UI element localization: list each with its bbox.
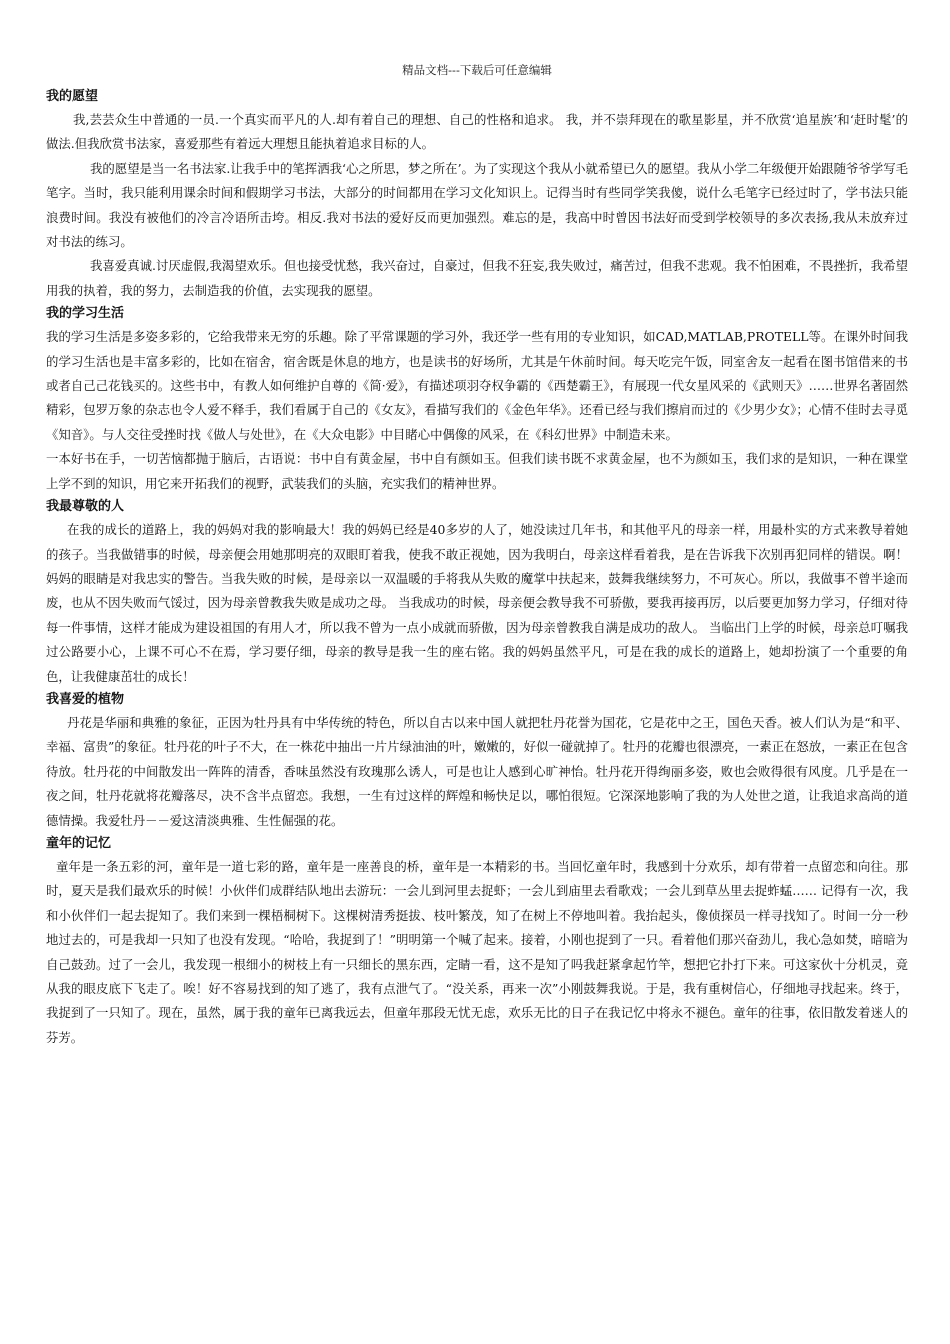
section-favorite-plant	[46, 689, 908, 833]
section-title: 我的愿望	[46, 89, 99, 104]
paragraph: 在我的成长的道路上，我的妈妈对我的影响最大！我的妈妈已经是40多岁的人了，她没读过几年书，和其他平凡的母亲一样，用最朴实的方式来教导着她的孩子。当我做错事的时候，母亲便会用她那明亮的双眼盯着我，使我不敢正视她，因为我明白，母亲这样看着我，是在告诉我下次别再犯同样的错误。啊！妈妈的眼睛是对我忠实的警告。当我失败的时候，是母亲以一双温暖的手将我从失败的魔掌中扶起来，鼓舞我继续努力，不可灰心。所以，我做事不曾半途而废，也从不因失败而气馁过，因为母亲曾教我失败是成功之母。 当我成功的时候，母亲便会教导我不可骄傲，要我再接再厉，以后要更加努力学习，仔细对待每一件事情，这样才能成为建设祖国的有用人才，所以我不曾为一点小成就而骄傲，因为母亲曾教我自满是成功的敌人。 当临出门上学的时候，母亲总叮嘱我过公路要小心，上课不可心不在焉，学习要仔细，母亲的教导是我一生的座右铭。我的妈妈虽然平凡，可是在我的成长的道路上，她却扮演了一个重要的角色，让我健康茁壮的成长！	[46, 522, 908, 684]
document-header: 精品文档---下载后可任意编辑	[402, 63, 552, 77]
section-title: 我的学习生活	[46, 306, 125, 322]
paragraph: 我喜爱真诚.讨厌虚假,我渴望欢乐。但也接受忧愁，我兴奋过，自豪过，但我不狂妄,我失败过，痛苦过，但我不悲观。我不怕困难，不畏挫折，我希望用我的执着，我的努力，去制造我的价值，去实现我的愿望。	[46, 258, 908, 298]
paragraph: 我的学习生活是多姿多彩的，它给我带来无穷的乐趣。除了平常课题的学习外，我还学一些有用的专业知识，如CAD,MATLAB,PROTELL等。在课外时间我的学习生活也是丰富多彩的，比如在宿舍，宿舍既是休息的地方，也是读书的好场所，尤其是午休前时间。每天吃完午饭，同室舍友一起看在图书馆借来的书或者自己己花钱买的。这些书中，有教人如何维护自尊的《简·爱》，有描述项羽夺权争霸的《西楚霸王》，有展现一代女星风采的《武则天》……世界名著固然精彩，包罗万象的杂志也令人爱不释手，我们看属于自己的《女友》，看描写我们的《金色年华》。还看已经与我们擦肩而过的《少男少女》；心情不佳时去寻觅《知音》。与人交往受挫时找《做人与处世》，在《大众电影》中目睹心中偶像的风采，在《科幻世界》中制造未来。	[46, 329, 908, 442]
section-most-respected-person	[46, 496, 908, 689]
paragraph: 一本好书在手，一切苦恼都抛于脑后，古语说：书中自有黄金屋，书中自有颜如玉。但我们读书既不求黄金屋，也不为颜如玉，我们求的是知识，一种在课堂上学不到的知识，用它来开拓我们的视野，武装我们的头脑，充实我们的精神世界。	[46, 451, 908, 491]
section-title: 童年的记忆	[46, 835, 112, 851]
paragraph: 丹花是华丽和典雅的象征，正因为牡丹具有中华传统的特色，所以自古以来中国人就把牡丹花誉为国花，它是花中之王，国色天香。被人们认为是“和平、幸福、富贵”的象征。牡丹花的叶子不大，在一株花中抽出一片片绿油油的叶，嫩嫩的，好似一碰就掉了。牡丹的花瓣也很漂亮，一素正在怒放，一素正在包含待放。牡丹花的中间散发出一阵阵的清香，香味虽然没有玫瑰那么诱人，可是也让人感到心旷神怡。牡丹花开得绚丽多姿，败也会败得很有风度。几乎是在一夜之间，牡丹花就将花瓣落尽，决不含半点留恋。我想，一生有过这样的辉煌和畅快足以，哪怕很短。它深深地影响了我的为人处世之道，让我追求高尚的道德情操。我爱牡丹－－爱这清淡典雅、生性倔强的花。	[46, 714, 908, 828]
section-my-wish	[46, 86, 908, 303]
section-title: 我喜爱的植物	[46, 691, 125, 707]
section-my-study-life	[46, 303, 908, 496]
document-page	[46, 62, 908, 1050]
paragraph: 童年是一条五彩的河，童年是一道七彩的路，童年是一座善良的桥，童年是一本精彩的书。当回忆童年时，我感到十分欢乐，却有带着一点留恋和向往。那时，夏天是我们最欢乐的时候！小伙伴们成群结队地出去游玩：一会儿到河里去捉虾；一会儿到庙里去看歌戏；一会儿到草丛里去捉蚱蜢…… 记得有一次，我和小伙伴们一起去捉知了。我们来到一棵梧桐树下。这棵树清秀挺拔、枝叶繁茂，知了在树上不停地叫着。我抬起头，像侦探员一样寻找知了。时间一分一秒地过去的，可是我却一只知了也没有发现。“哈哈，我捉到了！”明明第一个喊了起来。接着，小刚也捉到了一只。看着他们那兴奋劲儿，我心急如焚，暗暗为自己鼓劲。过了一会儿，我发现一根细小的树枝上有一只细长的黑东西，定睛一看，这不是知了吗我赶紧拿起竹竿，想把它扑打下来。可这家伙十分机灵，竟从我的眼皮底下飞走了。唉！好不容易找到的知了逃了，我有点泄气了。“没关系，再来一次”小刚鼓舞我说。于是，我有重树信心，仔细地寻找起来。终于，我捉到了一只知了。现在，虽然，属于我的童年已离我远去，但童年那段无忧无虑，欢乐无比的日子在我记忆中将永不褪色。童年的往事，依旧散发着迷人的芬芳。	[46, 858, 908, 1045]
paragraph: 我,芸芸众生中普通的一员.一个真实而平凡的人.却有着自己的理想、自己的性格和追求。 我，并不崇拜现在的歌星影星，并不欣赏‘追星族’和‘赶时髦’的做法.但我欣赏书法家，喜爱那些有着远大理想且能执着追求目标的人。	[46, 112, 908, 152]
section-childhood-memory	[46, 833, 908, 1050]
section-title: 我最尊敬的人	[46, 499, 125, 515]
paragraph: 我的愿望是当一名书法家.让我手中的笔挥洒我‘心之所思，梦之所在’。为了实现这个我从小就希望已久的愿望。我从小学二年级便开始跟随爷爷学写毛笔字。当时，我只能利用课余时间和假期学习书法，大部分的时间都用在学习文化知识上。记得当时有些同学笑我傻，说什么毛笔字已经过时了，学书法只能浪费时间。我没有被他们的冷言冷语所击垮。相反.我对书法的爱好反而更加强烈。难忘的是，我高中时曾因书法好而受到学校领导的多次表扬,我从未放弃过对书法的练习。	[46, 160, 908, 250]
